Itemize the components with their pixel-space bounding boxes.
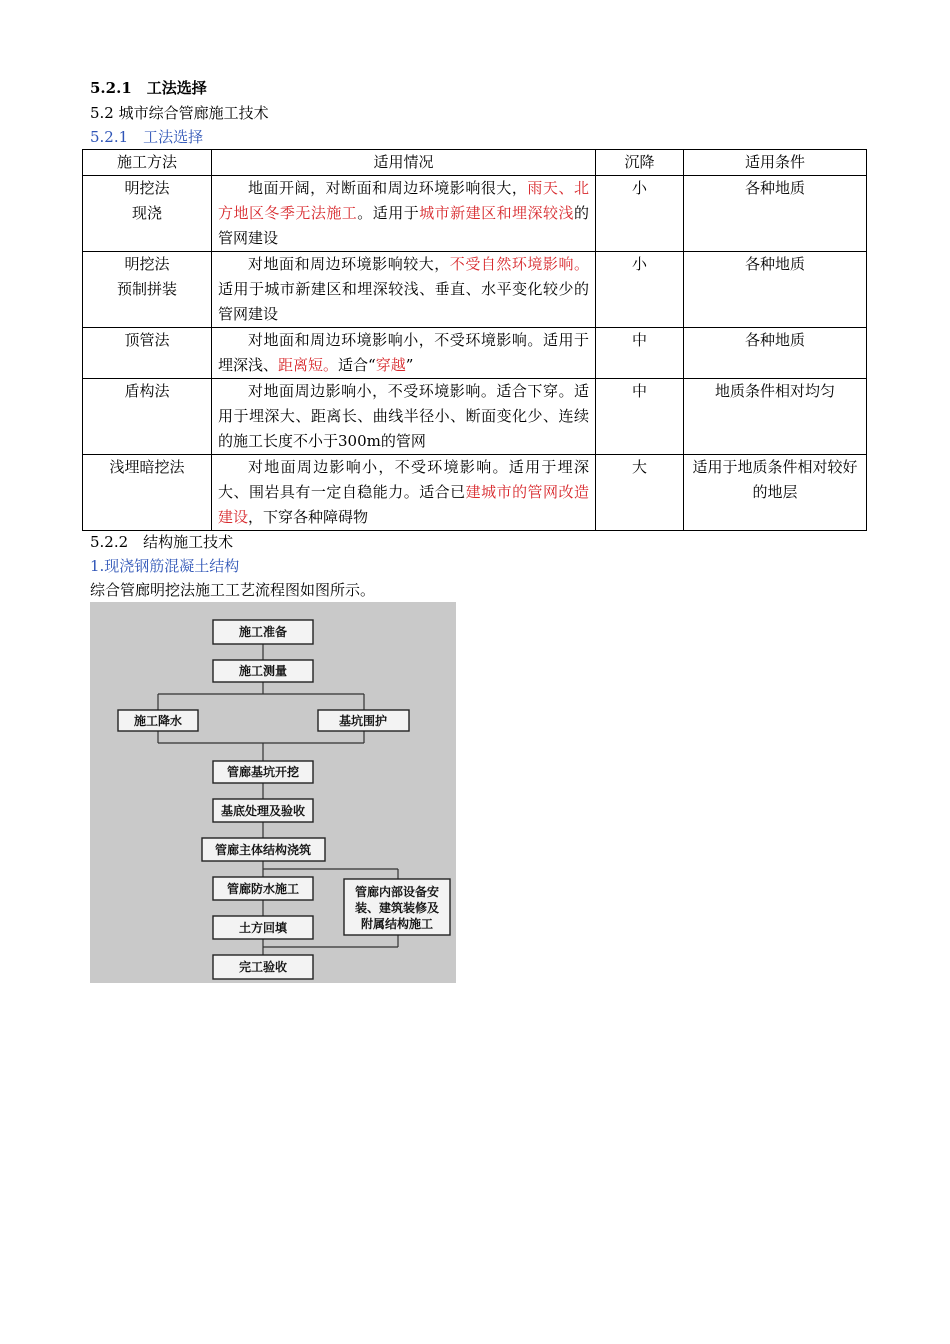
header-method: 施工方法 [83,150,212,176]
flow-text-prep: 施工准备 [238,625,288,639]
subsection-title: 5.2.1 工法选择 [90,128,204,146]
flow-step-excavate [213,761,313,783]
flow-text-install-3: 附属结构施工 [360,917,434,931]
situation-text: 对地面和周边环境影响较大， [248,255,450,273]
situation-text: 地面开阔，对断面和周边环境影响很大， [248,179,528,197]
flow-step-waterproof [213,877,313,900]
table-header-row [83,150,867,176]
condition-cell: 各种地质 [684,252,867,328]
flowchart-svg [90,602,456,983]
condition-cell: 地质条件相对均匀 [684,379,867,455]
table-row [83,379,867,455]
flow-text-dewater: 施工降水 [133,714,183,728]
settlement-cell: 小 [596,252,684,328]
highlight-text: 雨天、北方地区冬季无法施工 [218,179,589,222]
situation-text: 适用于城市新建区和埋深较浅、垂直、水平变化较少的管网建设 [218,280,589,323]
situation-text: 对地面周边影响小，不受环境影响。适合下穿。适用于埋深大、距离长、曲线半径小、断面变化少、连续的施工长度不小于300m的管网 [218,382,589,450]
table-row [83,455,867,531]
settlement-cell: 小 [596,176,684,252]
flow-step-base [213,799,313,822]
flow-text-support: 基坑围护 [338,714,388,728]
settlement-cell: 中 [596,379,684,455]
flow-step-dewater [118,710,198,731]
method-name-line: 浅埋暗挖法 [109,458,185,476]
flow-text-backfill: 土方回填 [238,921,288,935]
flow-text-pour: 管廊主体结构浇筑 [214,843,312,857]
flow-text-waterproof: 管廊防水施工 [226,882,300,896]
situation-cell [212,176,596,252]
situation-cell [212,379,596,455]
header-condition: 适用条件 [684,150,867,176]
flow-step-backfill [213,916,313,939]
situation-text: 适合“ [338,356,376,374]
flow-step-finish [213,955,313,979]
construction-methods-table [82,149,867,531]
table-row [83,252,867,328]
highlight-text: 不受自然环境影响。 [449,255,589,273]
table-row [83,176,867,252]
flow-text-finish: 完工验收 [238,960,288,974]
situation-text: 。适用于 [357,204,420,222]
situation-text: 对地面和周边环境影响小，不受环境影响。适用于埋深浅、 [218,331,589,374]
flow-text-survey: 施工测量 [238,664,288,678]
method-name-line: 明挖法 [124,179,170,197]
flowchart-intro: 综合管廊明挖法施工工艺流程图如图所示。 [90,581,376,599]
method-name-line: 明挖法 [124,255,170,273]
flow-text-install-1: 管廊内部设备安 [354,885,440,899]
flow-text-excavate: 管廊基坑开挖 [226,765,300,779]
method-cell [83,455,212,531]
method-cell [83,252,212,328]
heading-top: 5.2.1 工法选择 [90,79,207,97]
situation-text: 的管网建设 [218,204,589,247]
method-name-line: 现浇 [131,204,162,222]
subheading-cast-in-place: 1.现浇钢筋混凝土结构 [90,557,240,575]
flow-step-install [344,879,450,935]
situation-text: 对地面周边影响小，不受环境影响。适用于埋深大、围岩具有一定自稳能力。适合已 [218,458,589,501]
flowchart-figure [90,602,456,983]
highlight-text: 穿越 [375,356,406,374]
method-cell [83,176,212,252]
table-row [83,328,867,379]
method-cell [83,379,212,455]
situation-cell [212,455,596,531]
situation-cell [212,252,596,328]
highlight-text: 距离短。 [278,356,339,374]
section-title: 5.2 城市综合管廊施工技术 [90,104,269,122]
flow-text-install-2: 装、建筑装修及 [354,901,440,915]
header-settlement: 沉降 [596,150,684,176]
method-name-line: 预制拼装 [116,280,177,298]
condition-cell: 各种地质 [684,176,867,252]
flow-step-support [318,710,409,731]
flow-text-base: 基底处理及验收 [220,804,306,818]
method-name-line: 盾构法 [124,382,170,400]
settlement-cell: 大 [596,455,684,531]
method-cell [83,328,212,379]
highlight-text: 城市新建区和埋深较浅 [419,204,574,222]
highlight-text: 建城市的管网改造建设 [218,483,589,526]
condition-cell: 适用于地质条件相对较好的地层 [684,455,867,531]
section-522-title: 5.2.2 结构施工技术 [90,533,234,551]
header-situation: 适用情况 [212,150,596,176]
method-name-line: 顶管法 [124,331,170,349]
condition-cell: 各种地质 [684,328,867,379]
situation-cell [212,328,596,379]
situation-text: ，下穿各种障碍物 [248,508,369,526]
flow-step-survey [213,660,313,682]
settlement-cell: 中 [596,328,684,379]
flow-step-pour [202,838,325,861]
flow-step-prep [213,620,313,644]
situation-text: ” [405,356,414,374]
